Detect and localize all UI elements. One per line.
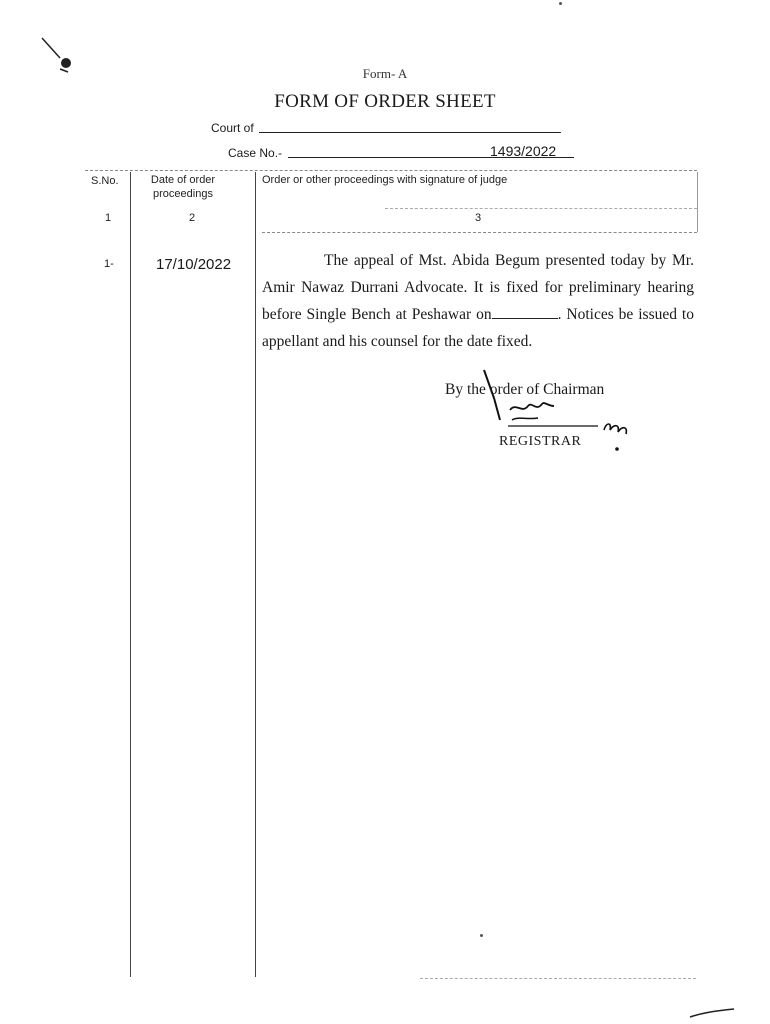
entry-date: 17/10/2022 [156, 256, 232, 273]
column-header-order: Order or other proceedings with signature of judge [262, 174, 508, 186]
court-blank-line [259, 132, 561, 133]
form-label: Form- A [362, 66, 408, 81]
entry-sno: 1- [104, 258, 114, 270]
scan-speck [559, 2, 562, 5]
column-header-date-1: Date of order [150, 174, 216, 186]
order-text-part-2: . Notices be issued to appellant and his counsel for the date fixed. [262, 306, 694, 350]
page-title: FORM OF ORDER SHEET [274, 91, 496, 112]
column-number-3: 3 [474, 212, 482, 224]
column-number-1: 1 [104, 212, 112, 224]
order-text-part-1: The appeal of Mst. Abida Begum presented today by Mr. Amir Nawaz Durrani Advocate. It is fixed for preliminary hearing before Single Bench at Peshawar on [262, 252, 694, 323]
punch-hole-mark-icon [38, 36, 88, 80]
order-by-line: By the order of Chairman [445, 381, 605, 398]
table-top-rule [85, 170, 697, 171]
court-label: Court of [211, 121, 254, 135]
scan-speck [480, 934, 483, 937]
column-header-date-2: proceedings [153, 188, 213, 200]
registrar-designation: REGISTRAR [499, 434, 582, 449]
column-divider-1 [130, 172, 131, 977]
table-bottom-rule [420, 978, 696, 979]
scan-mark-icon [688, 1005, 738, 1021]
date-blank [492, 305, 558, 319]
case-number: 1493/2022 [490, 143, 557, 159]
header-bottom-rule [262, 232, 697, 233]
column-divider-2 [255, 172, 256, 977]
column-number-2: 2 [188, 212, 196, 224]
header-rule [385, 208, 697, 209]
column-divider-right [697, 172, 698, 232]
order-text [262, 247, 694, 355]
column-header-sno: S.No. [91, 175, 119, 187]
case-label: Case No.- [228, 146, 283, 160]
